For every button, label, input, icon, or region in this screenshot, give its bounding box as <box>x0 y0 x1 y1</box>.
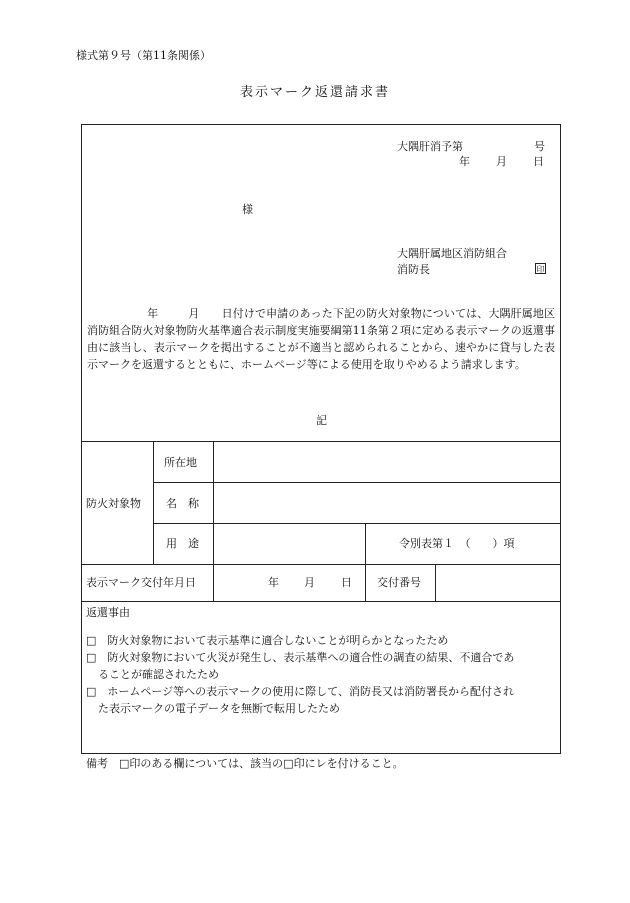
classification-label: 令別表第１ （ ）項 <box>399 537 515 550</box>
col-line-object <box>153 441 154 564</box>
row-line-1 <box>153 482 561 483</box>
issue-date-label: 表示マーク交付年月日 <box>86 576 196 589</box>
reason-item-1 <box>86 632 448 649</box>
body-month: 月 <box>188 307 200 320</box>
issue-month: 月 <box>304 576 315 589</box>
body-year: 年 <box>147 307 159 320</box>
reason-text-continued: ることが確認されたため <box>98 668 219 681</box>
reason-item-2 <box>86 649 514 683</box>
reason-text: 防火対象物において火災が発生し、表示基準への適合性の調査の結果、不適合であ <box>107 651 515 664</box>
checkbox-icon[interactable]: □ <box>86 685 97 698</box>
reasons-heading: 返還事由 <box>86 606 130 619</box>
reason-text: ホームページ等への表示マークの使用に際して、消防長又は消防署長から配付され <box>107 685 514 698</box>
request-paragraph <box>87 305 555 373</box>
reason-text-continued: た表示マークの電子データを無断で転用したため <box>98 702 340 715</box>
name-label: 名 称 <box>166 497 199 510</box>
col-line-label <box>213 441 214 601</box>
body-text: 日付けで申請のあった下記の防火対象物については、大隅肝属地区消防組合防火対象物防火基準適合表示制度実施要綱第11条第２項に定める表示マークの返還事由に該当し、表示マークを掲出することが不適当と認められることから、速やかに貸与した表示マークを返還するとともに、ホームページ等による使用を取りやめるよう請求します。 <box>87 307 556 371</box>
remarks-note: 備考 □印のある欄については、該当の□印にレを付けること。 <box>86 757 404 770</box>
reason-text: 防火対象物において表示基準に適合しないことが明らかとなったため <box>107 634 449 647</box>
checkbox-icon[interactable]: □ <box>86 651 97 664</box>
chief-title: 消防長 <box>397 263 430 276</box>
organization-name: 大隅肝属地区消防組合 <box>397 247 507 260</box>
object-label: 防火対象物 <box>86 497 141 510</box>
go-label: 号 <box>534 140 545 153</box>
header-month: 月 <box>496 155 507 168</box>
addressee-suffix: 様 <box>242 203 253 216</box>
seal-mark: 印 <box>536 265 545 274</box>
col-line-issue-no <box>435 564 436 601</box>
issuer-number-label: 大隅肝消予第 <box>397 140 463 153</box>
header-day: 日 <box>533 155 544 168</box>
row-line-4 <box>81 601 561 602</box>
issue-year: 年 <box>268 576 279 589</box>
issue-day: 日 <box>341 576 352 589</box>
ki-label: 記 <box>316 414 327 427</box>
issue-number-label: 交付番号 <box>377 576 421 589</box>
use-label: 用 途 <box>166 537 199 550</box>
col-line-mid <box>365 523 366 601</box>
row-line-3 <box>81 564 561 565</box>
header-year: 年 <box>459 155 470 168</box>
document-title: 表示マーク返還請求書 <box>239 85 390 100</box>
row-line-2 <box>153 523 561 524</box>
location-label: 所在地 <box>164 456 197 469</box>
reason-item-3 <box>86 683 514 717</box>
checkbox-icon[interactable]: □ <box>86 634 97 647</box>
form-number: 様式第９号（第11条関係） <box>76 49 211 62</box>
